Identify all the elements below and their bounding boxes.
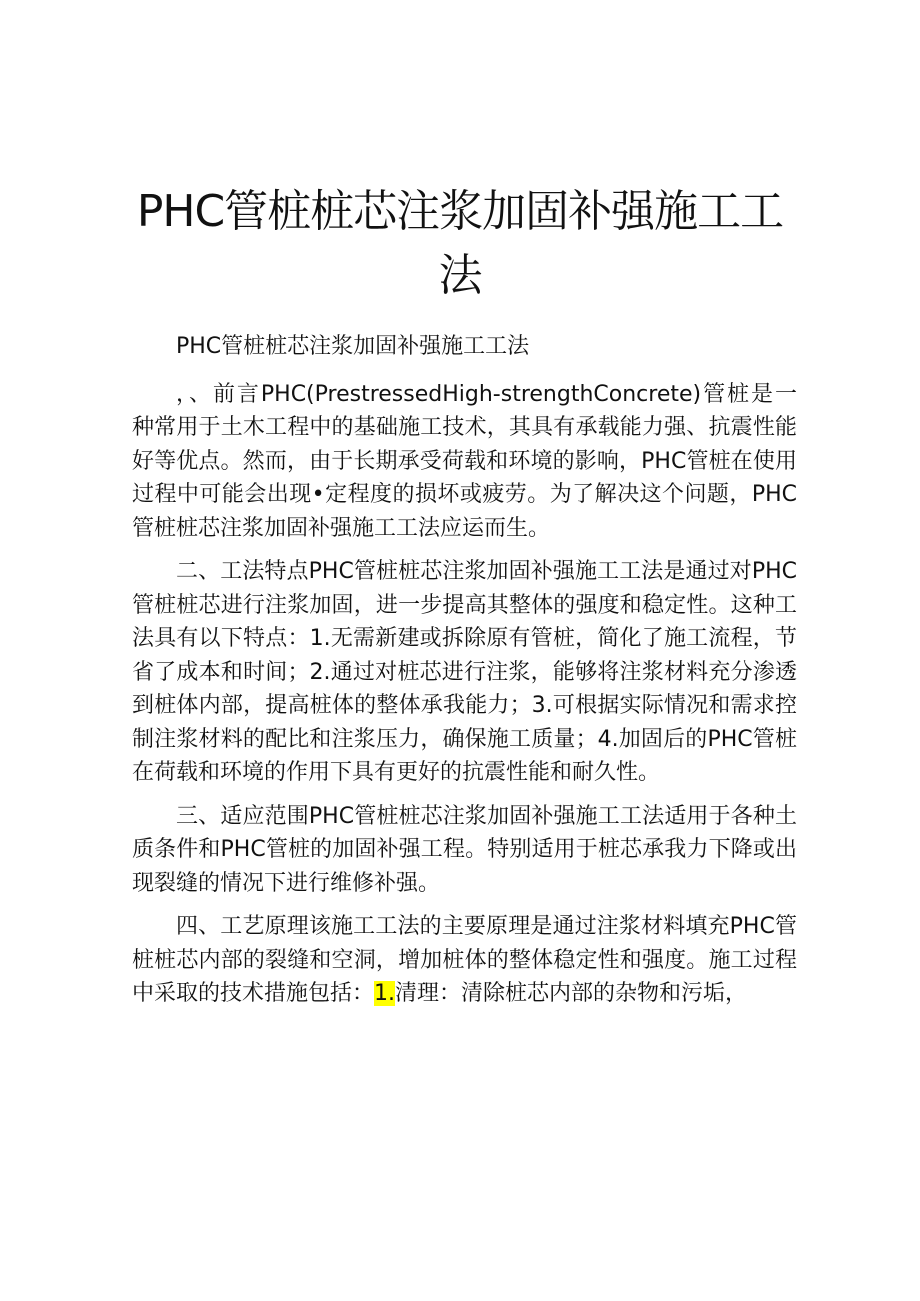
paragraph-features: 二、工法特点PHC管桩桩芯注浆加固补强施工工法是通过对PHC管桩桩芯进行注浆加固，进一步提高其整体的强度和稳定性。这种工法具有以下特点：1.无需新建或拆除原有管桩，简化了施工流程，节省了成本和时间；2.通过对桩芯进行注浆，能够将注浆材料充分渗透到桩体内部，提高桩体的整体承我能力；3.可根据实际情况和需求控制注浆材料的配比和注浆压力，确保施工质量；4.加固后的PHC管桩在荷载和环境的作用下具有更好的抗震性能和耐久性。 [132, 559, 797, 785]
paragraph-scope: 三、适应范围PHC管桩桩芯注浆加固补强施工工法适用于各种土质条件和PHC管桩的加固补强工程。特别适用于桩芯承我力下降或出现裂缝的情况下进行维修补强。 [132, 803, 797, 896]
document-body [132, 330, 797, 1021]
paragraph-preface: ，、前言PHC(PrestressedHigh-strengthConcrete)管桩是一种常用于土木工程中的基础施工技术，其具有承载能力强、抗震性能好等优点。然而，由于长期承受荷载和环境的影响，PHC管桩在使用过程中可能会出现•定程度的损坏或疲劳。为了解决这个问题，PHC管桩桩芯注浆加固补强施工工法应运而生。 [132, 381, 797, 541]
paragraph-principle [132, 910, 797, 1011]
highlighted-text: 1. [374, 981, 396, 1006]
document-subtitle: PHC管桩桩芯注浆加固补强施工工法 [176, 334, 530, 359]
paragraph-principle-continued: 清理：清除桩芯内部的杂物和污垢， [395, 981, 748, 1006]
document-title: PHC管桩桩芯注浆加固补强施工工法 [136, 186, 784, 301]
paragraph-principle-text: 四、工艺原理该施工工法的主要原理是通过注浆材料填充PHC管桩桩芯内部的裂缝和空洞，增加桩体的整体稳定性和强度。施工过程中采取的技术措施包括： [132, 914, 797, 1006]
